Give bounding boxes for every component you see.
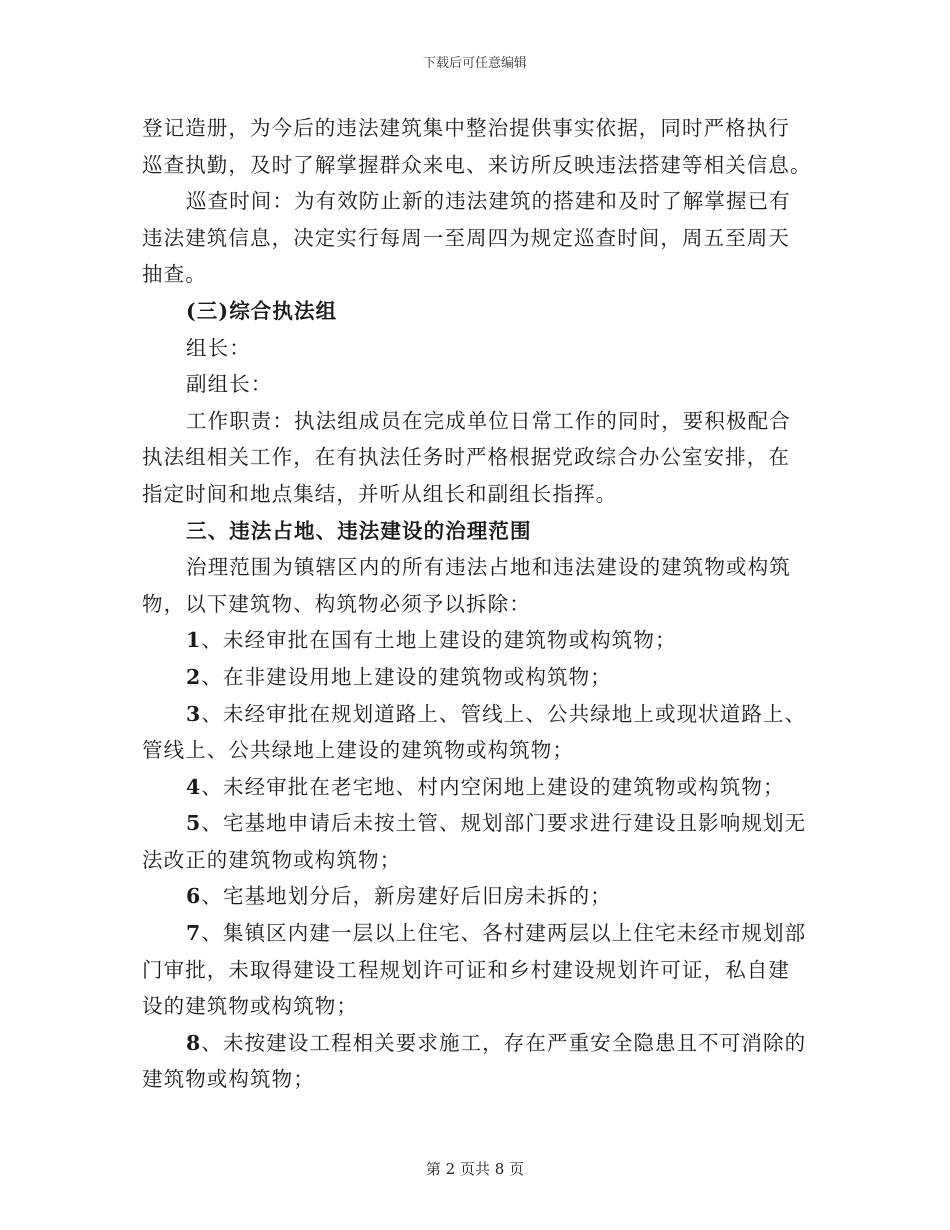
text-line bbox=[142, 842, 808, 879]
text-line bbox=[142, 586, 808, 623]
line-text: (三)综合执法组 bbox=[186, 298, 338, 323]
text-line bbox=[142, 805, 808, 842]
line-text: 、集镇区内建一层以上住宅、各村建两层以上住宅未经市规划部 bbox=[201, 921, 807, 946]
line-text: 、未经审批在国有土地上建设的建筑物或构筑物； bbox=[201, 628, 677, 653]
line-text: 、未按建设工程相关要求施工，存在严重安全隐患且不可消除的 bbox=[201, 1030, 807, 1055]
text-line bbox=[142, 659, 808, 696]
line-text: 工作职责：执法组成员在完成单位日常工作的同时，要积极配合 bbox=[186, 408, 791, 433]
line-text: 设的建筑物或构筑物； bbox=[142, 994, 358, 1019]
line-text: 门审批，未取得建设工程规划许可证和乡村建设规划许可证，私自建 bbox=[142, 957, 790, 982]
line-text: 组长： bbox=[186, 335, 251, 360]
line-text: 物，以下建筑物、构筑物必须予以拆除： bbox=[142, 591, 531, 616]
line-text: 副组长： bbox=[186, 372, 273, 397]
line-text: 治理范围为镇辖区内的所有违法占地和违法建设的建筑物或构筑 bbox=[186, 555, 791, 580]
text-line bbox=[142, 513, 808, 550]
page-header: 下载后可任意编辑 bbox=[422, 56, 527, 71]
text-line bbox=[142, 696, 808, 733]
list-number: 5 bbox=[186, 811, 202, 836]
text-line bbox=[142, 622, 808, 659]
text-line bbox=[142, 366, 808, 403]
list-number: 4 bbox=[186, 774, 202, 799]
text-line bbox=[142, 110, 808, 147]
text-line bbox=[142, 988, 808, 1025]
text-line bbox=[142, 549, 808, 586]
text-line bbox=[142, 1025, 808, 1062]
list-number: 3 bbox=[186, 701, 202, 726]
list-number: 6 bbox=[186, 884, 202, 909]
list-number: 2 bbox=[186, 664, 202, 689]
list-number: 1 bbox=[186, 628, 202, 653]
line-text: 巡查执勤，及时了解掌握群众来电、来访所反映违法搭建等相关信息。 bbox=[142, 152, 812, 177]
text-line bbox=[142, 1061, 808, 1098]
page-footer: 第 2 页共 8 页 bbox=[425, 1160, 525, 1178]
list-number: 8 bbox=[186, 1030, 202, 1055]
line-text: 三、违法占地、违法建设的治理范围 bbox=[186, 518, 532, 543]
text-line bbox=[142, 439, 808, 476]
text-line bbox=[142, 220, 808, 257]
text-line bbox=[142, 476, 808, 513]
text-line bbox=[142, 147, 812, 184]
line-text: 管线上、公共绿地上建设的建筑物或构筑物； bbox=[142, 738, 574, 763]
line-text: 、宅基地划分后，新房建好后旧房未拆的； bbox=[201, 884, 612, 909]
list-number: 7 bbox=[186, 921, 202, 946]
line-text: 、未经审批在规划道路上、管线上、公共绿地上或现状道路上、 bbox=[201, 701, 807, 726]
text-line bbox=[142, 403, 808, 440]
line-text: 、在非建设用地上建设的建筑物或构筑物； bbox=[201, 664, 612, 689]
text-line bbox=[142, 952, 808, 989]
line-text: 巡查时间：为有效防止新的违法建筑的搭建和及时了解掌握已有 bbox=[186, 189, 791, 214]
text-line bbox=[142, 915, 808, 952]
line-text: 抽查。 bbox=[142, 262, 207, 287]
line-text: 违法建筑信息，决定实行每周一至周四为规定巡查时间，周五至周天 bbox=[142, 225, 790, 250]
line-text: 建筑物或构筑物； bbox=[142, 1067, 315, 1092]
line-text: 登记造册，为今后的违法建筑集中整治提供事实依据，同时严格执行 bbox=[142, 116, 790, 140]
document-body bbox=[142, 110, 812, 1098]
text-line bbox=[142, 183, 808, 220]
text-line bbox=[142, 732, 808, 769]
line-text: 、未经审批在老宅地、村内空闲地上建设的建筑物或构筑物； bbox=[201, 774, 785, 799]
text-line bbox=[142, 769, 808, 806]
line-text: 、宅基地申请后未按土管、规划部门要求进行建设且影响规划无 bbox=[201, 811, 807, 836]
line-text: 执法组相关工作，在有执法任务时严格根据党政综合办公室安排，在 bbox=[142, 445, 790, 470]
text-line bbox=[142, 256, 808, 293]
line-text: 指定时间和地点集结，并听从组长和副组长指挥。 bbox=[142, 481, 618, 506]
text-line bbox=[142, 293, 808, 330]
text-line bbox=[142, 330, 808, 367]
text-line bbox=[142, 878, 808, 915]
line-text: 法改正的建筑物或构筑物； bbox=[142, 847, 402, 872]
